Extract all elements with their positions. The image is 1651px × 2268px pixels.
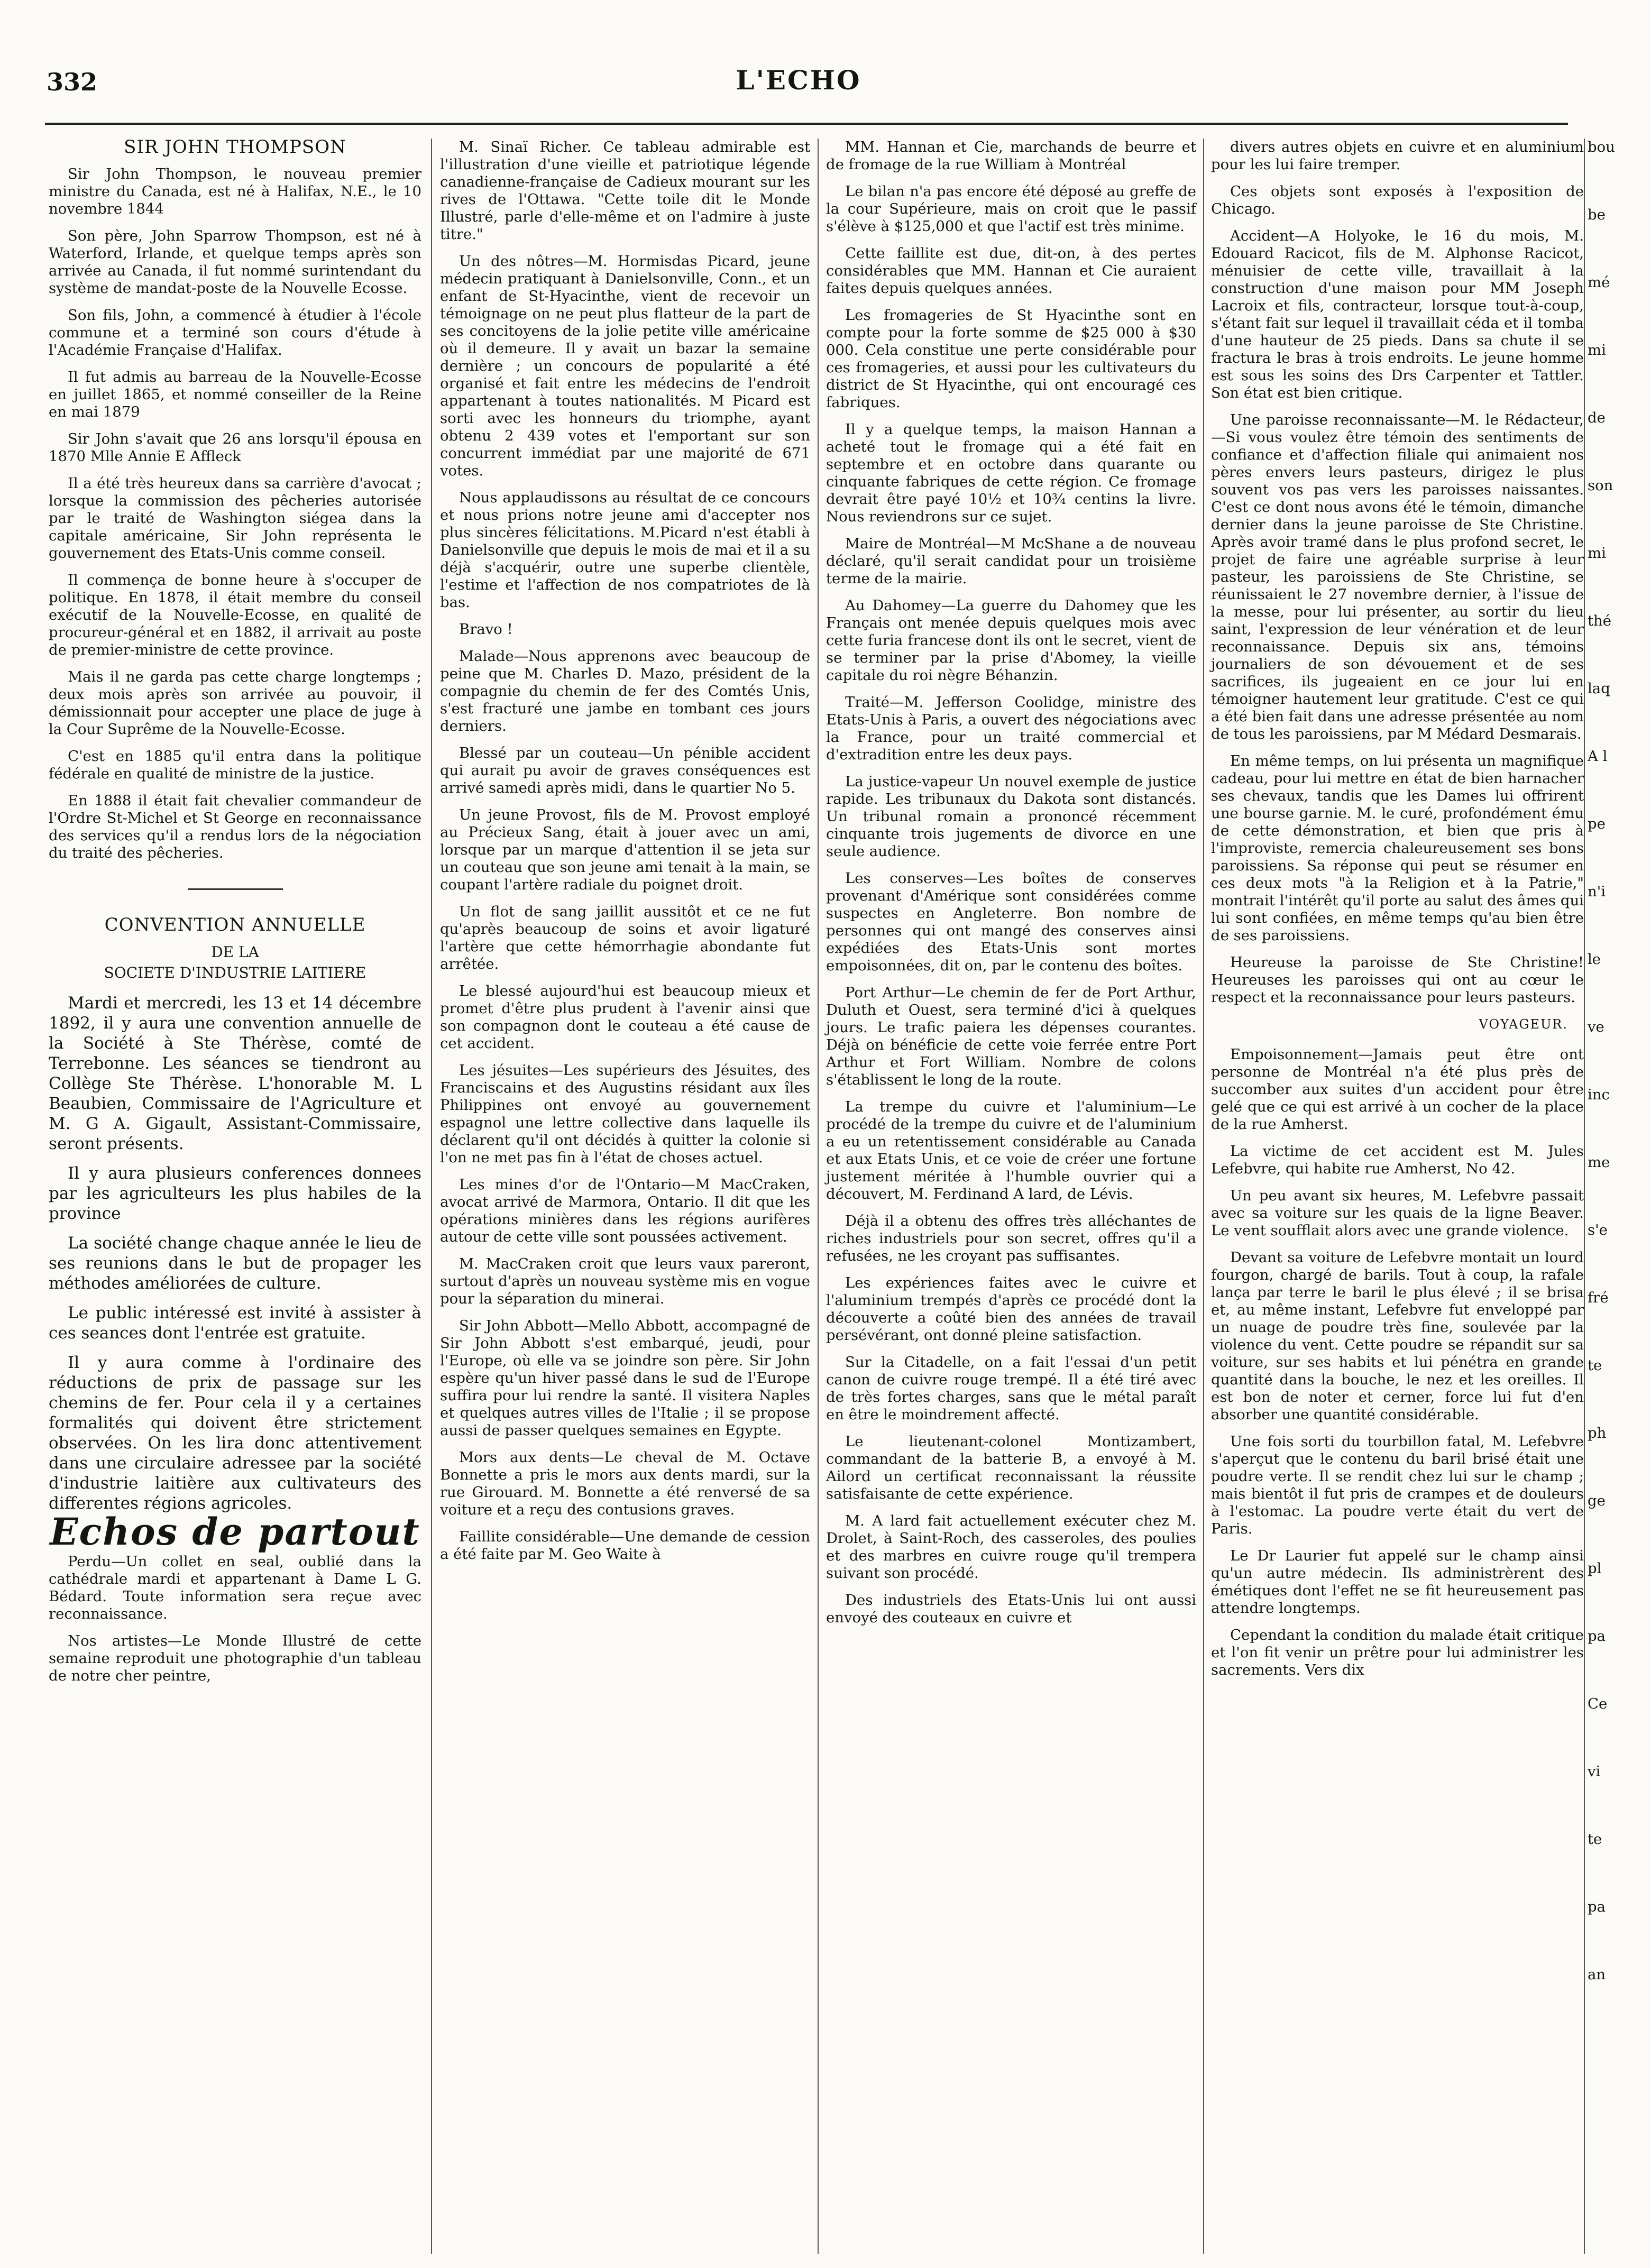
thompson-para: Il fut admis au barreau de la Nouvelle-Ecosse en juillet 1865, et nommé conseiller de la Reine en mai 1879 [49, 369, 421, 420]
news-item: Un des nôtres—M. Hormisdas Picard, jeune médecin pratiquant à Danielsonville, Conn., et un enfant de St-Hyacinthe, vient de recevoir un témoignage on ne peut plus flatteur de la part de ses concitoyens de la jolie petite ville américaine où il demeure. Il y avait un bazar la semaine dernière ; un concours de popularité a été organisé et fait entre les médecins de l'endroit appartenant à toutes nationalités. M Picard est sorti avec les honneurs du triomphe, ayant obtenu 2 439 votes et l'emportant sur son concurrent immédiat par une majorité de 671 votes. [440, 253, 810, 479]
news-item: La victime de cet accident est M. Jules Lefebvre, qui habite rue Amherst, No 42. [1211, 1143, 1584, 1177]
news-item: La justice-vapeur Un nouvel exemple de justice rapide. Les tribunaux du Dakota sont distancés. Un tribunal romain a prononcé récemment cinquante trois jugements de divorce en une seule audience. [826, 773, 1196, 860]
fragment-line: be [1588, 206, 1606, 223]
column-divider [1203, 139, 1204, 2254]
news-item: Les mines d'or de l'Ontario—M MacCraken, avocat arrivé de Marmora, Ontario. Il dit que les opérations minières dans les régions aurifères autour de cette ville sont poussées activement. [440, 1176, 810, 1245]
header-rule [45, 123, 1568, 125]
page-number: 332 [47, 68, 98, 96]
letter-signature: VOYAGEUR. [1479, 1017, 1568, 1032]
fragment-line: pa [1588, 1628, 1606, 1645]
thompson-para: C'est en 1885 qu'il entra dans la politique fédérale en qualité de ministre de la justice. [49, 748, 421, 782]
news-item: Au Dahomey—La guerre du Dahomey que les Français ont menée depuis quelques mois avec cette furia francese dont ils ont le secret, vient de se terminer par la prise d'Abomey, la vieille capitale du roi nègre Béhanzin. [826, 597, 1196, 684]
news-item: Les fromageries de St Hyacinthe sont en compte pour la forte somme de $25 000 à $30 000. Cela constitue une perte considérable pour ces fromageries, et aussi pour les cultivateurs du district de St Hyacinthe, qui ont encouragé ces fabriques. [826, 307, 1196, 411]
fragment-line: fré [1588, 1289, 1609, 1306]
section-divider [188, 888, 283, 890]
column-divider [818, 139, 819, 2254]
fragment-line: me [1588, 1154, 1610, 1171]
fragment-line: ph [1588, 1425, 1607, 1441]
fragment-line: thé [1588, 612, 1612, 629]
thompson-para: En 1888 il était fait chevalier commandeur de l'Ordre St-Michel et St George en reconnaissance des services qu'il a rendus lors de la négociation du traité des pêcheries. [49, 792, 421, 861]
news-item: Le bilan n'a pas encore été déposé au greffe de la cour Supérieure, mais on croit que le passif s'élève à $125,000 et que l'actif est très minime. [826, 183, 1196, 235]
news-item: Ces objets sont exposés à l'exposition de Chicago. [1211, 183, 1584, 217]
column-4 [1211, 139, 1584, 2254]
fragment-line: Ce [1588, 1695, 1608, 1712]
fragment-line: te [1588, 1357, 1602, 1374]
news-item: M. MacCraken croit que leurs vaux pareront, surtout d'après un nouveau système mis en vogue pour la séparation du minerai. [440, 1255, 810, 1307]
news-item: Mors aux dents—Le cheval de M. Octave Bonnette a pris le mors aux dents mardi, sur la rue Girouard. M. Bonnette a été renversé de sa voiture et a reçu des contusions graves. [440, 1449, 810, 1518]
fragment-line: pl [1588, 1560, 1602, 1577]
fragment-line: mé [1588, 274, 1610, 291]
fragment-line: ge [1588, 1492, 1606, 1509]
column-3 [826, 139, 1196, 2254]
convention-para: La société change chaque année le lieu de ses reunions dans le but de propager les méthodes améliorées de culture. [49, 1234, 421, 1293]
news-item: MM. Hannan et Cie, marchands de beurre et de fromage de la rue William à Montréal [826, 139, 1196, 173]
news-item: Heureuse la paroisse de Ste Christine! Heureuses les paroisses qui ont au cœur le respect et la reconnaissance pour leurs pasteurs. [1211, 954, 1584, 1006]
convention-subtitle: DE LA [211, 943, 259, 961]
fragment-line: inc [1588, 1086, 1610, 1103]
fragment-line: n'i [1588, 883, 1606, 900]
fragment-line: pe [1588, 815, 1606, 832]
news-item: Port Arthur—Le chemin de fer de Port Arthur, Duluth et Ouest, sera terminé d'ici à quelques jours. Le trafic paiera les dépenses courantes. Déjà on bénéficie de cette voie ferrée entre Port Arthur et Fort William. Nombre de colons s'établissent le long de la route. [826, 984, 1196, 1088]
fragment-line: pa [1588, 1898, 1606, 1915]
news-item: Le lieutenant-colonel Montizambert, commandant de la batterie B, a envoyé à M. Ailord un certificat reconnaissant la réussite satisfaisante de cette expérience. [826, 1433, 1196, 1502]
news-item: Le blessé aujourd'hui est beaucoup mieux et promet d'être plus prudent à l'avenir ainsi que son compagnon dont le couteau a été cause de cet accident. [440, 983, 810, 1052]
convention-subtitle: SOCIETE D'INDUSTRIE LAITIERE [104, 964, 366, 981]
news-item: Sur la Citadelle, on a fait l'essai d'un petit canon de cuivre rouge trempé. Il a été tiré avec de très fortes charges, sans que le métal paraît en être le moindrement affecté. [826, 1354, 1196, 1423]
thompson-para: Sir John s'avait que 26 ans lorsqu'il épousa en 1870 Mlle Annie E Affleck [49, 430, 421, 465]
thompson-para: Sir John Thompson, le nouveau premier ministre du Canada, est né à Halifax, N.E., le 10 novembre 1844 [49, 166, 421, 217]
echos-para: Perdu—Un collet en seal, oublié dans la cathédrale mardi et appartenant à Dame L G. Bédard. Toute information sera reçue avec reconnaissance. [49, 1553, 421, 1622]
news-item: Une fois sorti du tourbillon fatal, M. Lefebvre s'aperçut que le contenu du baril brisé était une poudre verte. Il se rendit chez lui sur le champ ; mais bientôt il fut pris de crampes et de douleurs à l'estomac. La poudre verte était du vert de Paris. [1211, 1433, 1584, 1537]
fragment-line: s'e [1588, 1222, 1608, 1238]
column-5-fragment [1588, 139, 1651, 2254]
fragment-line: bou [1588, 139, 1615, 155]
news-item: Le Dr Laurier fut appelé sur le champ ainsi qu'un autre médecin. Ils administrèrent des émétiques dont l'effet ne se fit heureusement pas attendre longtemps. [1211, 1547, 1584, 1617]
news-item: Cependant la condition du malade était critique et l'on fit venir un prêtre pour lui administrer les sacrements. Vers dix [1211, 1627, 1584, 1678]
fragment-line: le [1588, 951, 1601, 968]
convention-body [49, 993, 421, 1513]
thompson-para: Son fils, John, a commencé à étudier à l'école commune et a terminé son cours d'étude à l'Académie Française d'Halifax. [49, 307, 421, 359]
echos-heading: Echos de partout [50, 1510, 420, 1554]
news-item: Nous applaudissons au résultat de ce concours et nous prions notre jeune ami d'accepter nos plus sincères félicitations. M.Picard n'est établi à Danielsonville que depuis le mois de mai et il a su déjà s'acquérir, outre une superbe clientèle, l'estime et l'affection de nos compatriotes de là bas. [440, 489, 810, 611]
news-item: Un peu avant six heures, M. Lefebvre passait avec sa voiture sur les quais de la ligne Beaver. Le vent soufflait alors avec une grande violence. [1211, 1187, 1584, 1239]
fragment-line: vi [1588, 1763, 1601, 1780]
news-item: Devant sa voiture de Lefebvre montait un lourd fourgon, chargé de barils. Tout à coup, la rafale lança par terre le baril le plus élevé ; il se brisa et, au même instant, Lefebvre fut enveloppé par un nuage de poudre très fine, soulevée par la violence du vent. Cette poudre se répandit sur sa voiture, sur ses habits et lui pénétra en grande quantité dans la bouche, le nez et les oreilles. Il est bon de noter et cerner, force lui fut d'en absorber une quantité considérable. [1211, 1249, 1584, 1423]
fragment-line: son [1588, 477, 1613, 494]
news-item: Sir John Abbott—Mello Abbott, accompagné de Sir John Abbott s'est embarqué, jeudi, pour l'Europe, où elle va se joindre son père. Sir John espère qu'un hiver passé dans le sud de l'Europe suffira pour lui rendre la santé. Il visitera Naples et quelques autres villes de l'Italie ; il se propose aussi de passer quelques semaines en Egypte. [440, 1317, 810, 1439]
news-item: Un jeune Provost, fils de M. Provost employé au Précieux Sang, était à jouer avec un ami, lorsque par un marque d'attention il se jeta sur un couteau que son jeune ami tenait à la main, se coupant l'artère radiale du poignet droit. [440, 806, 810, 893]
thompson-para: Il commença de bonne heure à s'occuper de politique. En 1878, il était membre du conseil exécutif de la Nouvelle-Ecosse, en qualité de procureur-général et en 1882, il arrivait au poste de premier-ministre de cette province. [49, 572, 421, 658]
news-item: Une paroisse reconnaissante—M. le Rédacteur,—Si vous voulez être témoin des sentiments de confiance et d'affection filiale qui animaient nos pères envers leurs pasteurs, dirigez le plus souvent vos pas vers les paroisses naissantes. C'est ce dont nous avons été le témoin, dimanche dernier dans la jeune paroisse de Ste Christine. Après avoir tramé dans le plus profond secret, le projet de faire une agréable surprise à leur pasteur, les paroissiens de Ste Christine, se réunissaient le 27 novembre dernier, à l'issue de la messe, pour lui présenter, au sortir du lieu saint, l'expression de leur vénération et de leur reconnaissance. Depuis six ans, témoins journaliers de son dévouement et de ses sacrifices, ils jugeaient en ce jour lui en témoigner hautement leur gratitude. C'est ce qui a été bien fait dans une adresse présentée au nom de tous les paroissiens, par M Médard Desmarais. [1211, 411, 1584, 742]
convention-para: Il y aura plusieurs conferences donnees par les agriculteurs les plus habiles de la province [49, 1164, 421, 1223]
newspaper-title: L'ECHO [736, 65, 861, 96]
news-item: Les conserves—Les boîtes de conserves provenant d'Amérique sont considérées comme suspectes en Angleterre. Bon nombre de personnes qui ont mangé des conserves ainsi expédiées des Etats-Unis sont mortes empoisonnées, dit on, par le contenu des boîtes. [826, 870, 1196, 974]
news-item: Empoisonnement—Jamais peut être ont personne de Montréal n'a été plus près de succomber aux suites d'un accident pour être gelé que ce qui est arrivé à un cocher de la place de la rue Amherst. [1211, 1046, 1584, 1133]
news-item: M. Sinaï Richer. Ce tableau admirable est l'illustration d'une vieille et patriotique légende canadienne-française de Cadieux mourant sur les rives de l'Ottawa. "Cette toile dit le Monde Illustré, parle d'elle-même et on l'admire à juste titre." [440, 139, 810, 243]
fragment-line: mi [1588, 342, 1606, 359]
convention-para: Mardi et mercredi, les 13 et 14 décembre 1892, il y aura une convention annuelle de la Société à Ste Thérèse, comté de Terrebonne. Les séances se tiendront au Collège Ste Thérèse. L'honorable M. L Beaubien, Commissaire de l'Agriculture et M. G A. Gigault, Assistant-Commissaire, seront présents. [49, 994, 421, 1153]
column-1 [49, 136, 421, 2254]
news-item: Bravo ! [459, 621, 513, 638]
news-item: Blessé par un couteau—Un pénible accident qui aurait pu avoir de graves conséquences est arrivé samedi après midi, dans le quartier No 5. [440, 745, 810, 796]
fragment-line: ve [1588, 1018, 1604, 1035]
thompson-para: Mais il ne garda pas cette charge longtemps ; deux mois après son arrivée au pouvoir, il démissionnait pour accepter une place de juge à la Cour Suprême de la Nouvelle-Ecosse. [49, 668, 421, 738]
thompson-para: Il a été très heureux dans sa carrière d'avocat ; lorsque la commission des pêcheries autorisée par le traité de Washington siégea dans la capitale américaine, Sir John représenta le gouvernement des Etats-Unis comme conseil. [49, 475, 421, 562]
news-item: Des industriels des Etats-Unis lui ont aussi envoyé des couteaux en cuivre et [826, 1592, 1196, 1626]
column-2 [440, 139, 810, 2254]
news-item: Déjà il a obtenu des offres très alléchantes de riches industriels pour son secret, offres qu'il a refusées, ne les croyant pas suffisantes. [826, 1213, 1196, 1264]
news-item: Accident—A Holyoke, le 16 du mois, M. Edouard Racicot, fils de M. Alphonse Racicot, ménuisier de cette ville, travaillait à la construction d'une maison pour MM Joseph Lacroix et fils, contracteur, lorsque tout-à-coup, s'étant fait sur lequel il travaillait céda et il tomba d'une hauteur de 25 pieds. Dans sa chute il se fractura le bras à trois endroits. Le jeune homme est sous les soins des Drs Carpenter et Tattler. Son état est bien critique. [1211, 227, 1584, 401]
news-item: M. A lard fait actuellement exécuter chez M. Drolet, à Saint-Roch, des casseroles, des poulies et des marbres en cuivre rouge qu'il trempera suivant son procédé. [826, 1512, 1196, 1582]
convention-para: Il y aura comme à l'ordinaire des réductions de prix de passage sur les chemins de fer. Pour cela il y a certaines formalités qui doivent être strictement observées. On les lira donc attentivement dans une circulaire adressee par la société d'industrie laitière aux cultivateurs des differentes régions agricoles. [49, 1353, 421, 1513]
news-item: La trempe du cuivre et l'aluminium—Le procédé de la trempe du cuivre et de l'aluminium a eu un retentissement considérable au Canada et aux Etats Unis, et ce voie de créer une fortune justement méritée à l'humble ouvrier qui a découvert, M. Ferdinand A lard, de Lévis. [826, 1098, 1196, 1202]
fragment-line: laq [1588, 680, 1610, 697]
convention-para: Le public intéressé est invité à assister à ces seances dont l'entrée est gratuite. [49, 1303, 421, 1343]
fragment-line: an [1588, 1966, 1606, 1983]
column-divider [1584, 139, 1585, 2254]
news-item: Traité—M. Jefferson Coolidge, ministre des Etats-Unis à Paris, a ouvert des négociations avec la France, pour un traité commercial et d'extradition entre les deux pays. [826, 694, 1196, 763]
news-item: Malade—Nous apprenons avec beaucoup de peine que M. Charles D. Mazo, président de la compagnie du chemin de fer des Comtés Unis, s'est fracturé une jambe en tombant ces jours derniers. [440, 648, 810, 734]
thompson-para: Son père, John Sparrow Thompson, est né à Waterford, Irlande, et quelque temps après son arrivée au Canada, il fut nommé surintendant du système de mandat-poste de la Nouvelle Ecosse. [49, 227, 421, 297]
fragment-line: de [1588, 409, 1606, 426]
convention-title: CONVENTION ANNUELLE [104, 914, 366, 935]
fragment-line: A l [1588, 748, 1608, 765]
news-item: Cette faillite est due, dit-on, à des pertes considérables que MM. Hannan et Cie auraient faites depuis quelques années. [826, 245, 1196, 297]
echos-para: Nos artistes—Le Monde Illustré de cette semaine reproduit une photographie d'un tableau de notre cher peintre, [49, 1632, 421, 1684]
news-item: Il y a quelque temps, la maison Hannan a acheté tout le fromage qui a été fait en septembre et en octobre dans quarante ou cinquante fabriques de cette région. Ce fromage devrait être payé 10½ et 10¾ centins la livre. Nous reviendrons sur ce sujet. [826, 421, 1196, 525]
news-item: Un flot de sang jaillit aussitôt et ce ne fut qu'après beaucoup de soins et avoir ligaturé l'artère que cette hémorrhagie abondante fut arrêtée. [440, 903, 810, 972]
fragment-line: mi [1588, 545, 1606, 562]
column-divider [431, 139, 432, 2254]
news-item: Faillite considérable—Une demande de cession a été faite par M. Geo Waite à [440, 1528, 810, 1563]
thompson-title: SIR JOHN THOMPSON [124, 136, 346, 158]
news-item: En même temps, on lui présenta un magnifique cadeau, pour lui mettre en état de bien harnacher ses chevaux, tandis que les Dames lui offrirent une bourse garnie. M. le curé, profondément ému de cette démonstration, et bien que pris à l'improviste, remercia chaleureusement ses bons paroissiens. Sa réponse qui peut se résumer en ces deux mots "à la Religion et à la Patrie," montrait l'intérêt qu'il porte au salut des âmes qui lui sont confiées, en même temps qu'au bien être de ses paroissiens. [1211, 752, 1584, 944]
news-item: divers autres objets en cuivre et en aluminium pour les lui faire tremper. [1211, 139, 1584, 173]
news-item: Les expériences faites avec le cuivre et l'aluminium trempés d'après ce procédé dont la découverte a coûté bien des années de travail persévérant, ont donné pleine satisfaction. [826, 1274, 1196, 1344]
news-item: Les jésuites—Les supérieurs des Jésuites, des Franciscains et des Augustins résidant aux îles Philippines ont envoyé au gouvernement espagnol une lettre collective dans laquelle ils déclarent qu'il ont décidés à quitter la colonie si l'on ne met pas fin à l'état de choses actuel. [440, 1062, 810, 1166]
news-item: Maire de Montréal—M McShane a de nouveau déclaré, qu'il serait candidat pour un troisième terme de la mairie. [826, 535, 1196, 587]
fragment-line: te [1588, 1831, 1602, 1848]
